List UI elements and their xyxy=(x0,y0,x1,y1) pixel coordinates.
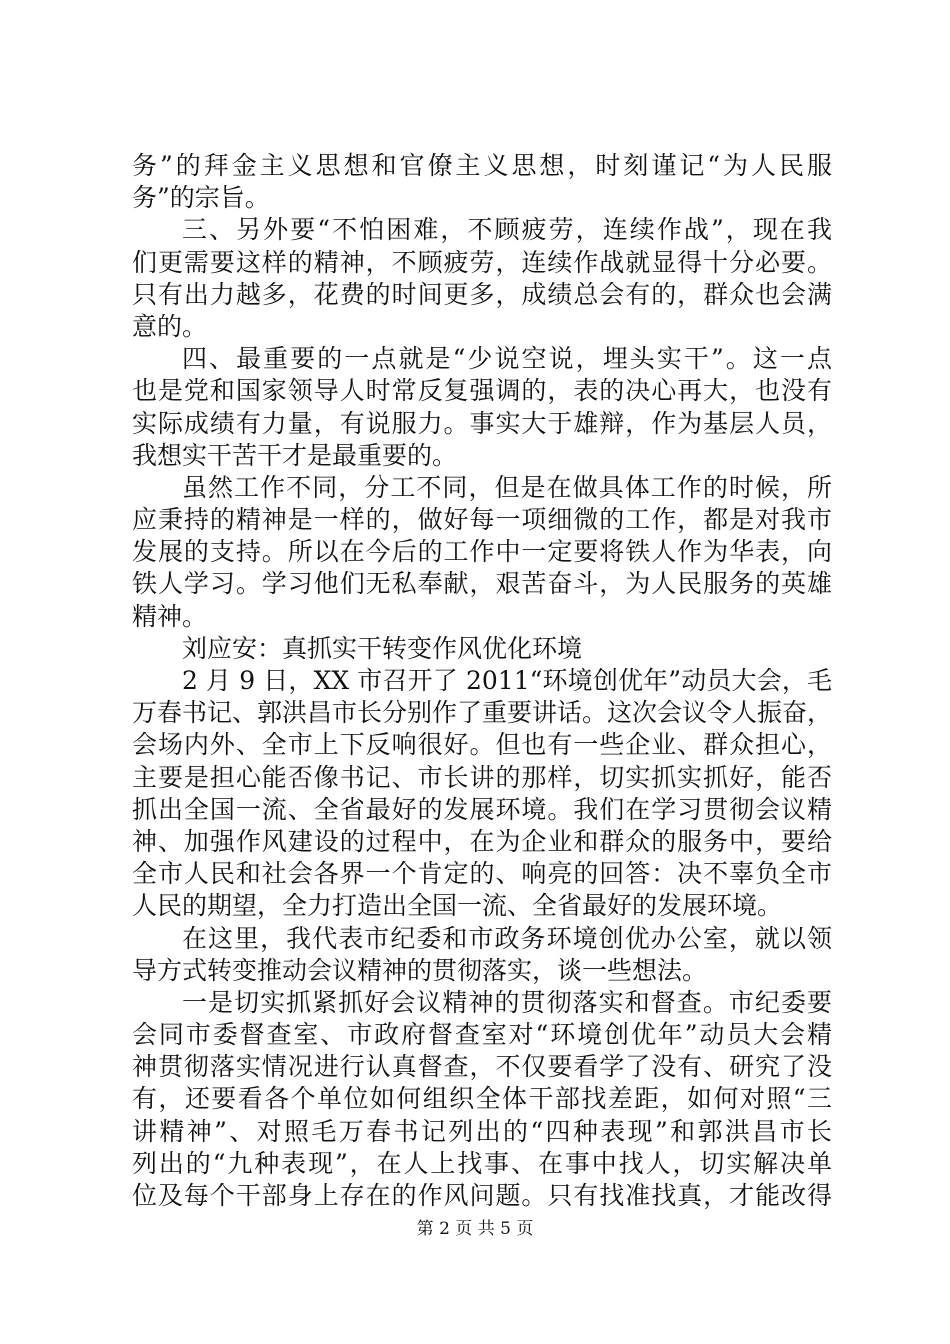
text-line: 抓出全国一流、全省最好的发展环境。我们在学习贯彻会议精 xyxy=(132,794,832,824)
text-line: 虽然工作不同，分工不同，但是在做具体工作的时候，所 xyxy=(182,472,832,502)
text-line: 列出的“九种表现”，在人上找事、在事中找人，切实解决单 xyxy=(132,1148,832,1178)
text-line: 刘应安：真抓实干转变作风优化环境 xyxy=(182,633,583,663)
text-line: 四、最重要的一点就是“少说空说，埋头实干”。这一点 xyxy=(182,344,832,374)
text-line: 位及每个干部身上存在的作风问题。只有找准找真，才能改得 xyxy=(132,1181,832,1210)
text-line: 应秉持的精神是一样的，做好每一项细微的工作，都是对我市 xyxy=(132,505,832,535)
text-line: 我想实干苦干才是最重要的。 xyxy=(132,440,458,470)
text-line: 精神。 xyxy=(132,601,208,631)
text-line: 会场内外、全市上下反响很好。但也有一些企业、群众担心， xyxy=(132,730,832,760)
text-line: 只有出力越多，花费的时间更多，成绩总会有的，群众也会满 xyxy=(132,279,832,309)
text-line: 三、另外要“不怕困难，不顾疲劳，连续作战”，现在我 xyxy=(182,215,832,245)
text-line: 神贯彻落实情况进行认真督查，不仅要看学了没有、研究了没 xyxy=(132,1052,832,1082)
text-line: 讲精神”、对照毛万春书记列出的“四种表现”和郭洪昌市长 xyxy=(132,1116,832,1146)
text-line: 在这里，我代表市纪委和市政务环境创优办公室，就以领 xyxy=(182,923,832,953)
text-line: 人民的期望，全力打造出全国一流、全省最好的发展环境。 xyxy=(132,891,783,921)
text-line: 务”的宗旨。 xyxy=(132,183,270,213)
text-line: 神、加强作风建设的过程中，在为企业和群众的服务中，要给 xyxy=(132,826,832,856)
text-line: 实际成绩有力量，有说服力。事实大于雄辩，作为基层人员， xyxy=(132,408,832,438)
text-line: 铁人学习。学习他们无私奉献，艰苦奋斗，为人民服务的英雄 xyxy=(132,569,832,599)
document-body xyxy=(132,150,832,1212)
text-line: 有，还要看各个单位如何组织全体干部找差距，如何对照“三 xyxy=(132,1084,832,1114)
text-line: 导方式转变推动会议精神的贯彻落实，谈一些想法。 xyxy=(132,955,708,985)
text-line: 意的。 xyxy=(132,311,208,341)
text-line: 们更需要这样的精神，不顾疲劳，连续作战就显得十分必要。 xyxy=(132,247,832,277)
text-line: 全市人民和社会各界一个肯定的、响亮的回答：决不辜负全市 xyxy=(132,859,832,889)
text-line: 也是党和国家领导人时常反复强调的，表的决心再大，也没有 xyxy=(132,376,832,406)
text-line: 会同市委督查室、市政府督查室对“环境创优年”动员大会精 xyxy=(132,1020,832,1050)
text-line: 务”的拜金主义思想和官僚主义思想，时刻谨记“为人民服 xyxy=(132,151,832,180)
text-line: 2 月 9 日，XX 市召开了 2011“环境创优年”动员大会，毛 xyxy=(182,666,832,695)
text-line: 发展的支持。所以在今后的工作中一定要将铁人作为华表，向 xyxy=(132,537,832,567)
text-line: 一是切实抓紧抓好会议精神的贯彻落实和督查。市纪委要 xyxy=(182,987,832,1017)
text-line: 万春书记、郭洪昌市长分别作了重要讲话。这次会议令人振奋， xyxy=(132,698,833,728)
text-line: 主要是担心能否像书记、市长讲的那样，切实抓实抓好，能否 xyxy=(132,762,832,792)
page-number-footer: 第 2 页 共 5 页 xyxy=(416,1219,534,1239)
